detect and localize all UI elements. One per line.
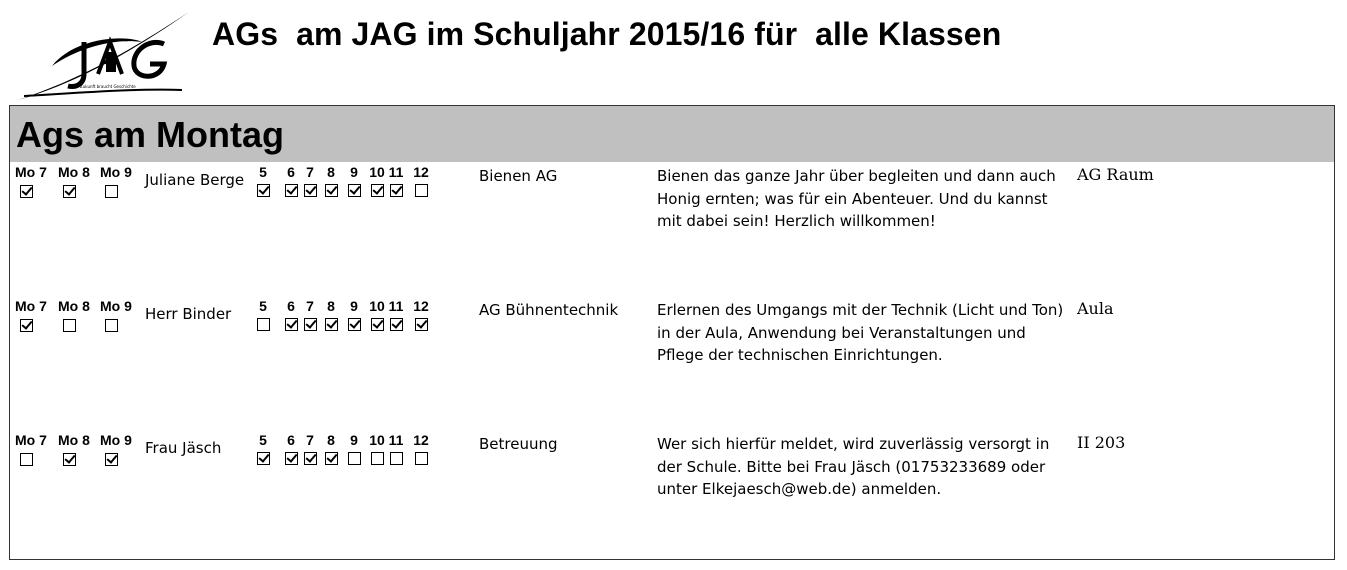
grade-7: 7 bbox=[300, 432, 320, 465]
grade-11: 11 bbox=[386, 298, 406, 331]
day-title: Ags am Montag bbox=[16, 114, 285, 155]
grade-checkbox[interactable] bbox=[348, 452, 361, 465]
ag-table bbox=[9, 105, 1335, 560]
grade-12: 12 bbox=[411, 298, 431, 331]
grade-8: 8 bbox=[321, 164, 341, 197]
logo-tagline: Zukunft braucht Geschichte bbox=[80, 84, 136, 89]
school-logo bbox=[14, 8, 194, 104]
slot-checkbox[interactable] bbox=[20, 319, 33, 332]
grade-7: 7 bbox=[300, 164, 320, 197]
grade-10: 10 bbox=[367, 432, 387, 465]
grade-checkbox[interactable] bbox=[371, 452, 384, 465]
grade-checkbox[interactable] bbox=[285, 318, 298, 331]
ag-description: Wer sich hierfür meldet, wird zuverlässig versorgt in der Schule. Bitte bei Frau Jäsch (01753233689 oder unter Elkejaesch@web.de) anmelden. bbox=[657, 435, 1050, 498]
grade-5: 5 bbox=[253, 164, 273, 197]
grade-checkbox[interactable] bbox=[390, 184, 403, 197]
slot-checkbox[interactable] bbox=[105, 185, 118, 198]
grade-checkbox[interactable] bbox=[304, 452, 317, 465]
ag-description: Erlernen des Umgangs mit der Technik (Licht und Ton) in der Aula, Anwendung bei Veranstaltungen und Pflege der technischen Einrichtungen. bbox=[657, 301, 1064, 364]
slot-checkbox[interactable] bbox=[105, 453, 118, 466]
grade-10: 10 bbox=[367, 298, 387, 331]
grade-8: 8 bbox=[321, 298, 341, 331]
slot-mo8 bbox=[58, 164, 102, 198]
slot-label: Mo 7 bbox=[15, 298, 47, 314]
teacher-name: Herr Binder bbox=[145, 305, 232, 323]
grade-9: 9 bbox=[344, 164, 364, 197]
grade-checkbox[interactable] bbox=[325, 452, 338, 465]
teacher-name: Juliane Berge bbox=[145, 171, 245, 189]
grade-9: 9 bbox=[344, 432, 364, 465]
grade-checkbox[interactable] bbox=[257, 452, 270, 465]
slot-label: Mo 7 bbox=[15, 164, 47, 180]
grade-5: 5 bbox=[253, 432, 273, 465]
grade-checkbox[interactable] bbox=[325, 184, 338, 197]
slot-checkbox[interactable] bbox=[63, 319, 76, 332]
grade-checkbox[interactable] bbox=[371, 318, 384, 331]
grade-checkbox[interactable] bbox=[325, 318, 338, 331]
slot-mo8 bbox=[58, 432, 102, 466]
grade-5: 5 bbox=[253, 298, 273, 331]
grade-checkbox[interactable] bbox=[348, 184, 361, 197]
grade-checkbox[interactable] bbox=[390, 318, 403, 331]
grade-7: 7 bbox=[300, 298, 320, 331]
slot-mo9 bbox=[100, 164, 144, 198]
grade-11: 11 bbox=[386, 432, 406, 465]
page-title: AGs am JAG im Schuljahr 2015/16 für alle Klassen bbox=[212, 16, 1002, 52]
slot-label: Mo 8 bbox=[58, 298, 90, 314]
grade-checkbox[interactable] bbox=[390, 452, 403, 465]
grade-checkbox[interactable] bbox=[415, 452, 428, 465]
grade-checkbox[interactable] bbox=[285, 452, 298, 465]
grade-12: 12 bbox=[411, 164, 431, 197]
slot-mo9 bbox=[100, 298, 144, 332]
grade-10: 10 bbox=[367, 164, 387, 197]
slot-label: Mo 8 bbox=[58, 164, 90, 180]
slot-label: Mo 8 bbox=[58, 432, 90, 448]
slot-checkbox[interactable] bbox=[63, 185, 76, 198]
grade-checkbox[interactable] bbox=[304, 184, 317, 197]
grade-checkbox[interactable] bbox=[415, 318, 428, 331]
grade-6: 6 bbox=[281, 298, 301, 331]
grade-checkbox[interactable] bbox=[415, 184, 428, 197]
ag-room: Aula bbox=[1077, 299, 1114, 318]
slot-mo7 bbox=[15, 432, 59, 466]
ag-description: Bienen das ganze Jahr über begleiten und dann auch Honig ernten; was für ein Abenteuer. Und du kannst mit dabei sein! Herzlich willkommen! bbox=[657, 167, 1056, 230]
slot-mo7 bbox=[15, 164, 59, 198]
grade-9: 9 bbox=[344, 298, 364, 331]
ag-entry bbox=[10, 432, 1334, 566]
grade-12: 12 bbox=[411, 432, 431, 465]
grade-6: 6 bbox=[281, 432, 301, 465]
slot-checkbox[interactable] bbox=[63, 453, 76, 466]
slot-checkbox[interactable] bbox=[105, 319, 118, 332]
grade-checkbox[interactable] bbox=[285, 184, 298, 197]
grade-8: 8 bbox=[321, 432, 341, 465]
grade-checkbox[interactable] bbox=[371, 184, 384, 197]
grade-checkbox[interactable] bbox=[304, 318, 317, 331]
slot-mo9 bbox=[100, 432, 144, 466]
grade-checkbox[interactable] bbox=[257, 184, 270, 197]
ag-name: AG Bühnentechnik bbox=[479, 301, 619, 319]
grade-checkbox[interactable] bbox=[257, 318, 270, 331]
grade-11: 11 bbox=[386, 164, 406, 197]
teacher-name: Frau Jäsch bbox=[145, 439, 222, 457]
slot-label: Mo 9 bbox=[100, 298, 132, 314]
ag-name: Bienen AG bbox=[479, 167, 558, 185]
slot-label: Mo 9 bbox=[100, 432, 132, 448]
ag-room: II 203 bbox=[1077, 433, 1126, 452]
grade-checkbox[interactable] bbox=[348, 318, 361, 331]
ag-entry bbox=[10, 298, 1334, 432]
slot-mo7 bbox=[15, 298, 59, 332]
slot-checkbox[interactable] bbox=[20, 453, 33, 466]
slot-label: Mo 7 bbox=[15, 432, 47, 448]
day-header bbox=[10, 106, 1334, 162]
slot-mo8 bbox=[58, 298, 102, 332]
grade-6: 6 bbox=[281, 164, 301, 197]
slot-checkbox[interactable] bbox=[20, 185, 33, 198]
ag-name: Betreuung bbox=[479, 435, 558, 453]
ag-entry bbox=[10, 164, 1334, 298]
ag-room: AG Raum bbox=[1077, 165, 1154, 184]
slot-label: Mo 9 bbox=[100, 164, 132, 180]
